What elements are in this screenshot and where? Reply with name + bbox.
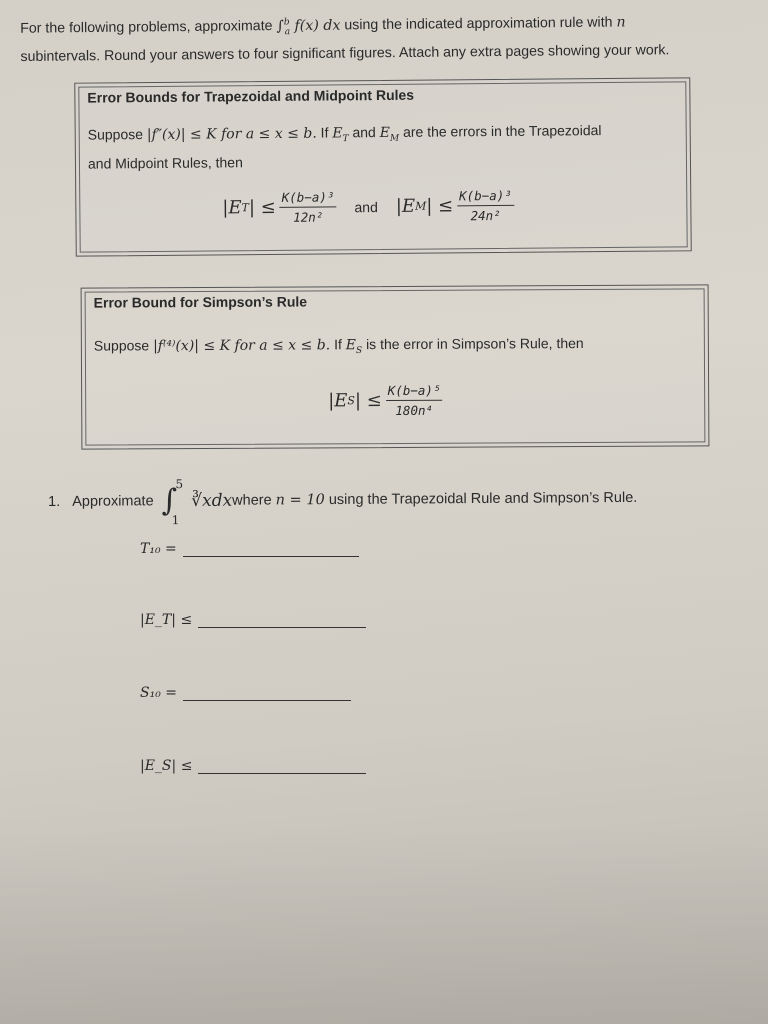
problem-1 <box>48 477 638 528</box>
answer-et <box>140 612 366 628</box>
intro-text-end: using the indicated approximation rule with <box>340 14 617 34</box>
trapezoid-error-formula: |E T | ≤ $\frac{\text{K(b−a)³}}{\text{12n²}}$ and |E M | ≤ $\frac{\text{K(b−a)³}}{\text{24n²}}$ <box>222 188 514 226</box>
answer-es-blank[interactable] <box>198 759 366 774</box>
intro-line-2: subintervals. Round your answers to four significant figures. Attach any extra pages showing your work. <box>20 41 670 65</box>
box1-title: Error Bounds for Trapezoidal and Midpoint Rules <box>87 86 415 106</box>
problem-text-b: where <box>232 491 272 509</box>
problem-text-c: using the Trapezoidal Rule and Simpson’s Rule. <box>328 489 638 508</box>
answer-s10 <box>140 685 351 701</box>
simpson-error-formula: |E S | ≤ $\frac{\text{K(b−a)⁵}}{\text{180n⁴}}$ <box>328 383 443 419</box>
instructions <box>20 6 756 67</box>
answer-es-label: |E_S| ≤ <box>140 758 193 774</box>
simpson-error-box <box>81 284 710 449</box>
problem-condition: n = 10 <box>275 491 325 508</box>
box2-title: Error Bound for Simpson’s Rule <box>93 293 308 311</box>
answer-es <box>140 758 366 774</box>
box2-text: Suppose |f⁽⁴⁾(x)| ≤ K for a ≤ x ≤ b. If $E_S$ is the error in Simpson’s Rule, then <box>93 335 584 357</box>
problem-integrand: ∛xdx <box>191 490 233 511</box>
problem-text-a: Approximate <box>72 492 154 510</box>
intro-integral: ∫$^b_a$ f(x) dx <box>276 17 341 37</box>
box1-line-2: and Midpoint Rules, then <box>87 154 243 172</box>
and-word: and <box>354 198 378 215</box>
answer-s10-label: S₁₀ = <box>140 685 177 701</box>
trapezoid-midpoint-error-box <box>74 77 691 256</box>
answer-s10-blank[interactable] <box>183 686 351 701</box>
answer-t10-blank[interactable] <box>183 542 359 557</box>
problem-number: 1. <box>48 493 61 510</box>
box1-text: Suppose |f″(x)| ≤ K for a ≤ x ≤ b. If $E_T$ and $E_M$ are the errors in the Trapezoidal and Midpoint Rules, then <box>88 119 602 174</box>
answer-et-label: |E_T| ≤ <box>140 612 193 628</box>
intro-text-start: For the following problems, approximate <box>20 18 277 37</box>
problem-integral: ∫ 5 1 <box>161 477 184 528</box>
intro-var-n: n <box>616 14 626 31</box>
answer-et-blank[interactable] <box>198 613 366 628</box>
answer-t10 <box>140 541 359 557</box>
paper-shadow <box>0 824 768 1024</box>
answer-t10-label: T₁₀ = <box>140 541 177 557</box>
